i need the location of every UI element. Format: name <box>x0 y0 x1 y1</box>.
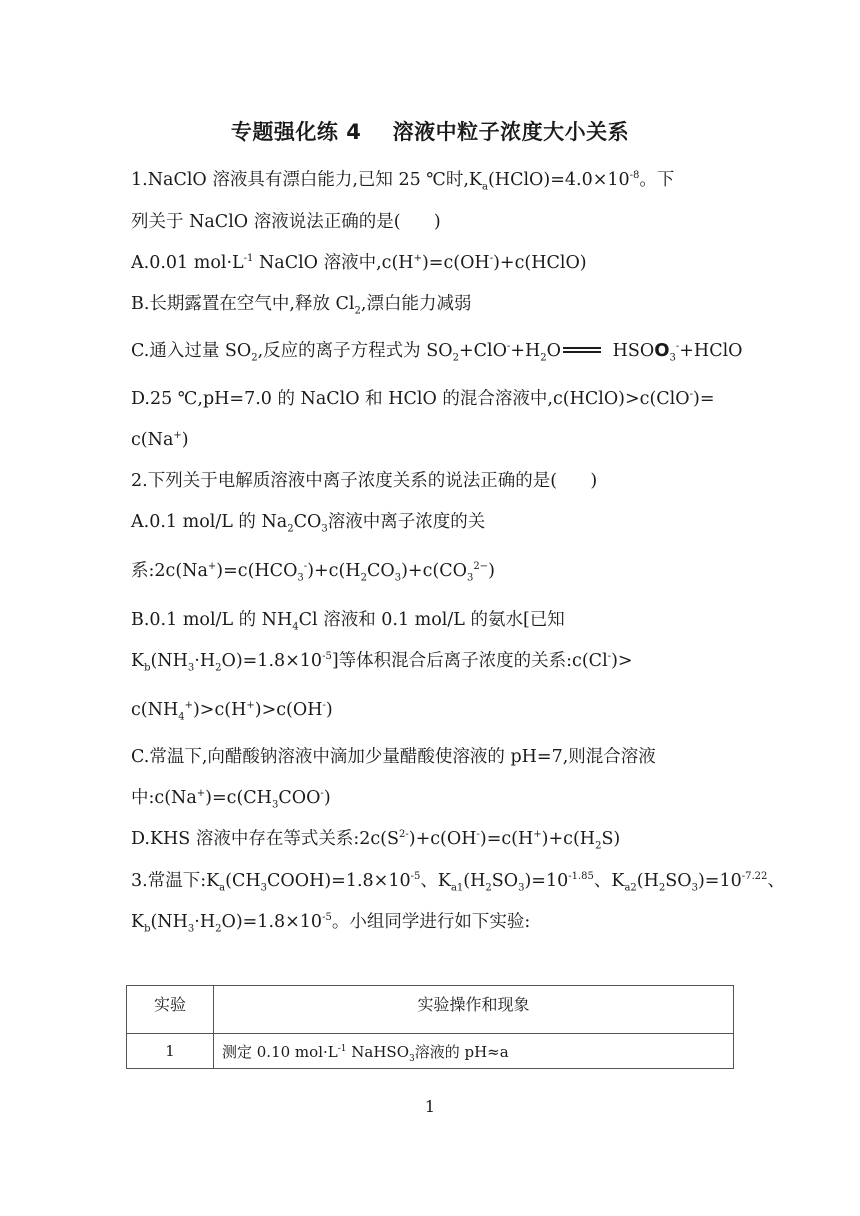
table-header-operation: 实验操作和现象 <box>214 986 734 1034</box>
q1-option-d-line1: D.25 ℃,pH=7.0 的 NaClO 和 HClO 的混合溶液中,c(HClO)>c(ClO-)= <box>131 389 715 409</box>
q1-option-c: C.通入过量 $SO_2$,反应的离子方程式为 $SO_2+ClO^-+H_2O$ $HSOO_3^-+HClO$ <box>131 340 743 364</box>
q2-option-a-line1: A.0.1 mol/L 的 $Na_2CO_3$溶液中离子浓度的关 <box>131 512 486 535</box>
experiment-table <box>126 985 734 1069</box>
exponent: -8 <box>629 170 640 182</box>
q1-option-b: B.长期露置在空气中,释放 $Cl_2$,漂白能力减弱 <box>131 294 472 317</box>
q3-stem-line1: 3.常温下$:K_a(CH_3COOH)=1.8\times 10^{-5}$、$K_{a1}(H_2SO_3)=10^{-1.85}$、$K_{a2}(H_2SO_3)=10^{-7.22}$、 <box>131 871 785 894</box>
q1-option-a: A.0.01 $mol\cdot L^{-1}$ NaClO 溶液中,c(H+)=c(OH-)+c(HClO) <box>131 253 587 273</box>
q2-option-b-line3: $c(NH_4^+)>c(H^+)>c(OH^-)$ <box>131 700 333 723</box>
table-cell-number: 1 <box>127 1034 214 1069</box>
table-header-row <box>127 986 734 1034</box>
q2-stem: 2.下列关于电解质溶液中离子浓度关系的说法正确的是( ) <box>131 471 598 491</box>
q2-option-b-line1: B.0.1 mol/L 的 $NH_4Cl$ 溶液和 0.1 mol/L 的氨水[已知 <box>131 610 565 633</box>
q2-option-c-line2: 中$:c(Na^+)=c(CH_3COO^-)$ <box>131 788 331 811</box>
q2-option-d: D.KHS 溶液中存在等式关系$:2c(S^{2-})+c(OH^-)=c(H^+)+c(H_2S)$ <box>131 829 621 852</box>
q2-option-a-line2: 系$:2c(Na^+)=c(HCO_3^-)+c(H_2CO_3)+c(CO_3^{2-})$ <box>131 561 495 584</box>
table-row <box>127 1034 734 1069</box>
q1-stem-text: 。下 <box>639 170 675 190</box>
table-cell-description: 测定 0.10 $mol\cdot L^{-1}$ NaHSO$_3$溶液的 pH≈a <box>214 1034 734 1069</box>
page-number: 1 <box>424 1097 436 1116</box>
q1-stem-text: (HClO)=4.0×10 <box>487 170 630 190</box>
q3-stem-line2: $K_b(NH_3\cdot H_2O)=1.8\times 10^{-5}$。小组同学进行如下实验: <box>131 912 531 935</box>
page-title: 专题强化练 4 溶液中粒子浓度大小关系 <box>230 120 630 144</box>
q1-stem-line1 <box>131 170 675 193</box>
table-header-experiment: 实验 <box>127 986 214 1034</box>
q1-stem-line2: 列关于 NaClO 溶液说法正确的是( ) <box>131 212 441 232</box>
q2-option-c-line1: C.常温下,向醋酸钠溶液中滴加少量醋酸使溶液的 pH=7,则混合溶液 <box>131 747 656 767</box>
q1-option-d-line2: c(Na+) <box>131 430 189 450</box>
equilibrium-equals-sign <box>563 346 601 356</box>
q1-stem-text: 1.NaClO 溶液具有漂白能力,已知 25 ℃时,K <box>131 170 483 190</box>
ka-subscript: a <box>482 181 488 193</box>
q2-option-b-line2: $K_b(NH_3\cdot H_2O)=1.8\times 10^{-5}$]等体积混合后离子浓度的关系:c(Cl-)> <box>131 651 633 674</box>
